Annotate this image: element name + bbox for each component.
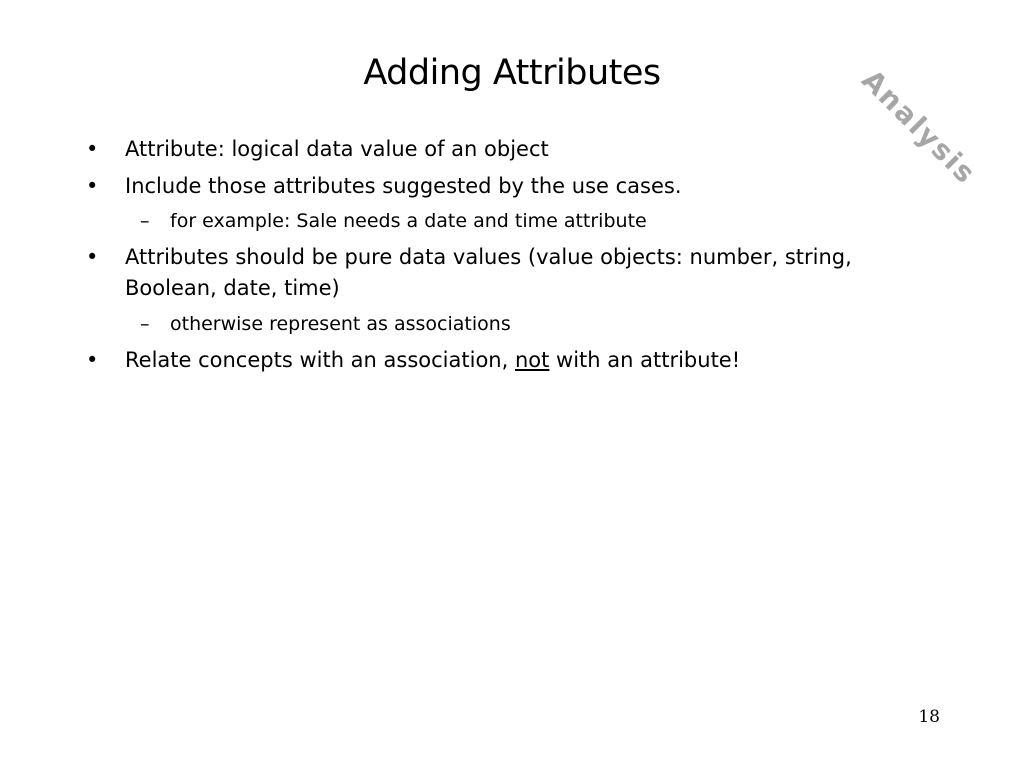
- dash-icon: –: [140, 313, 150, 335]
- section-tag: Analysis: [855, 63, 983, 191]
- bullet-text: [125, 345, 925, 376]
- emphasis-text: not: [514, 348, 550, 372]
- bullet-icon: •: [86, 137, 99, 161]
- slide-title: Adding Attributes: [363, 53, 661, 93]
- page-number: 18: [918, 707, 940, 727]
- bullet-text-line1: Attributes should be pure data values (value objects: number, string,: [125, 245, 852, 269]
- bullet-text-before: Relate concepts with an association,: [125, 348, 515, 372]
- bullet-text: Attribute: logical data value of an object: [125, 137, 549, 161]
- sub-bullet-text: for example: Sale needs a date and time attribute: [170, 210, 647, 232]
- bullet-icon: •: [86, 245, 99, 269]
- dash-icon: –: [140, 210, 150, 232]
- sub-bullet-text: otherwise represent as associations: [170, 313, 511, 335]
- bullet-icon: •: [86, 348, 99, 372]
- bullet-icon: •: [86, 174, 99, 198]
- bullet-text-after: with an attribute!: [549, 348, 741, 372]
- bullet-text: Include those attributes suggested by the use cases.: [125, 174, 682, 198]
- bullet-text-line2: Boolean, date, time): [125, 276, 340, 300]
